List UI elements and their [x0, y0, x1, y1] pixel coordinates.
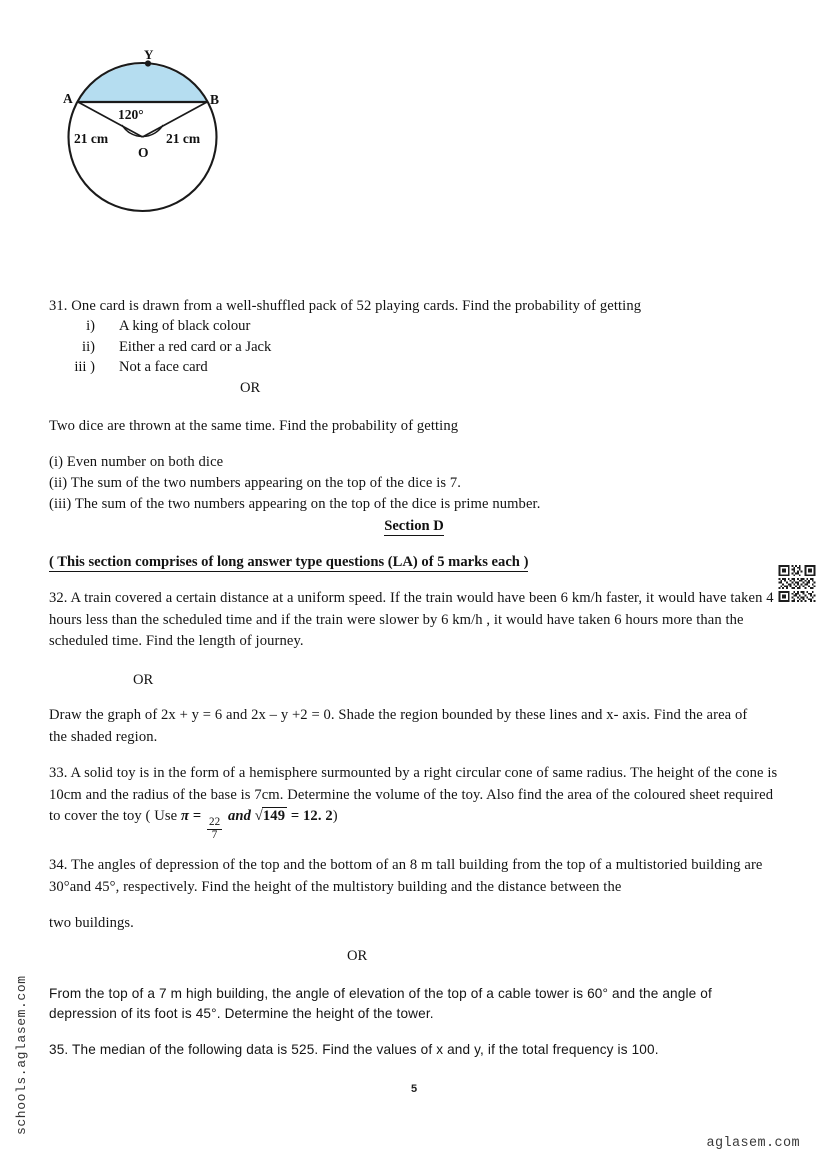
equals-sign: = — [192, 808, 202, 824]
fraction-denominator: 7 — [211, 828, 218, 841]
option-text: Not a face card — [119, 359, 208, 375]
list-item — [49, 337, 469, 358]
question-31-options — [49, 316, 469, 378]
question-32-alt-text: Draw the graph of 2x + y = 6 and 2x – y +2 = 0. Shade the region bounded by these lines and x- axis. Find the area of the shaded region. — [49, 707, 748, 745]
circle-segment-figure — [60, 47, 260, 230]
question-34-text-continued: two buildings. — [49, 915, 134, 931]
option-marker: iii ) — [74, 359, 95, 375]
label-y: Y — [144, 47, 154, 62]
angle-arc — [122, 125, 163, 137]
question-31-stem: 31. One card is drawn from a well-shuffled pack of 52 playing cards. Find the probability of getting — [49, 298, 642, 314]
label-radius-right: 21 cm — [166, 131, 201, 146]
square-root-149: √149 — [254, 808, 286, 824]
pi-symbol: π — [180, 808, 190, 824]
option-text: Either a red card or a Jack — [119, 338, 272, 355]
or-divider-q34: OR — [347, 948, 368, 964]
fraction-22-7 — [207, 817, 222, 841]
equals-sign-2: = — [290, 808, 300, 824]
question-33-text — [49, 763, 779, 841]
question-31-alt-stem: Two dice are thrown at the same time. Find the probability of getting — [49, 418, 459, 434]
question-32-text: 32. A train covered a certain distance at a uniform speed. If the train would have been 6 km/h faster, it would have taken 4 hours less than the scheduled time and if the train were slower by 6 km/h , it would have taken 6 hours more than the scheduled time. Find the length of journey. — [49, 590, 774, 649]
section-d-note-text: ( This section comprises of long answer type questions (LA) of 5 marks each ) — [49, 554, 529, 570]
or-divider-q32: OR — [133, 672, 154, 688]
or-divider-q31: OR — [240, 380, 261, 396]
list-item — [49, 357, 469, 378]
question-33-text-tail: ) — [332, 808, 338, 824]
section-d-note — [49, 554, 528, 571]
question-31-alt-item-2: (ii) The sum of the two numbers appearing on the top of the dice is 7. — [49, 475, 462, 491]
label-angle: 120° — [118, 107, 144, 122]
sqrt-value: 12. 2 — [303, 808, 333, 824]
sqrt-radicand: 149 — [262, 808, 286, 824]
page-number: 5 — [410, 1083, 418, 1095]
watermark-side: schools.aglasem.com — [14, 975, 29, 1135]
question-35-text: 35. The median of the following data is 525. Find the values of x and y, if the total frequency is 100. — [49, 1042, 659, 1057]
question-33-formula — [180, 808, 333, 841]
question-34-alt-text: From the top of a 7 m high building, the angle of elevation of the top of a cable tower is 60° and the angle of depression of its foot is 45°. Determine the height of the tower. — [49, 986, 712, 1021]
question-33-text-lead: 33. A solid toy is in the form of a hemisphere surmounted by a right circular cone of same radius. The height of the cone is 10cm and the radius of the base is 7cm. Determine the volume of the toy. Also find the area of the coloured sheet required to cover the toy ( Use — [49, 765, 778, 824]
label-a: A — [63, 91, 73, 106]
segment-shading — [78, 64, 207, 102]
fraction-numerator: 22 — [208, 815, 221, 828]
label-b: B — [210, 92, 220, 107]
question-34-text: 34. The angles of depression of the top and the bottom of an 8 m tall building from the top of a multistoried building are 30°and 45°, respectively. Find the height of the multistory building and the distance between the — [49, 857, 763, 895]
question-31-alt-item-1: (i) Even number on both dice — [49, 454, 224, 470]
label-radius-left: 21 cm — [74, 131, 109, 146]
and-word: and — [228, 808, 252, 824]
watermark-corner: aglasem.com — [706, 1136, 800, 1151]
qr-code — [777, 565, 817, 602]
label-o: O — [138, 145, 149, 160]
question-31-alt-item-3: (iii) The sum of the two numbers appearing on the top of the dice is prime number. — [49, 496, 541, 512]
option-text: A king of black colour — [119, 318, 251, 334]
section-d-heading-text: Section D — [384, 518, 444, 534]
list-item — [49, 316, 469, 337]
option-marker: ii) — [82, 338, 95, 355]
section-d-heading — [0, 518, 828, 535]
option-marker: i) — [86, 318, 95, 334]
